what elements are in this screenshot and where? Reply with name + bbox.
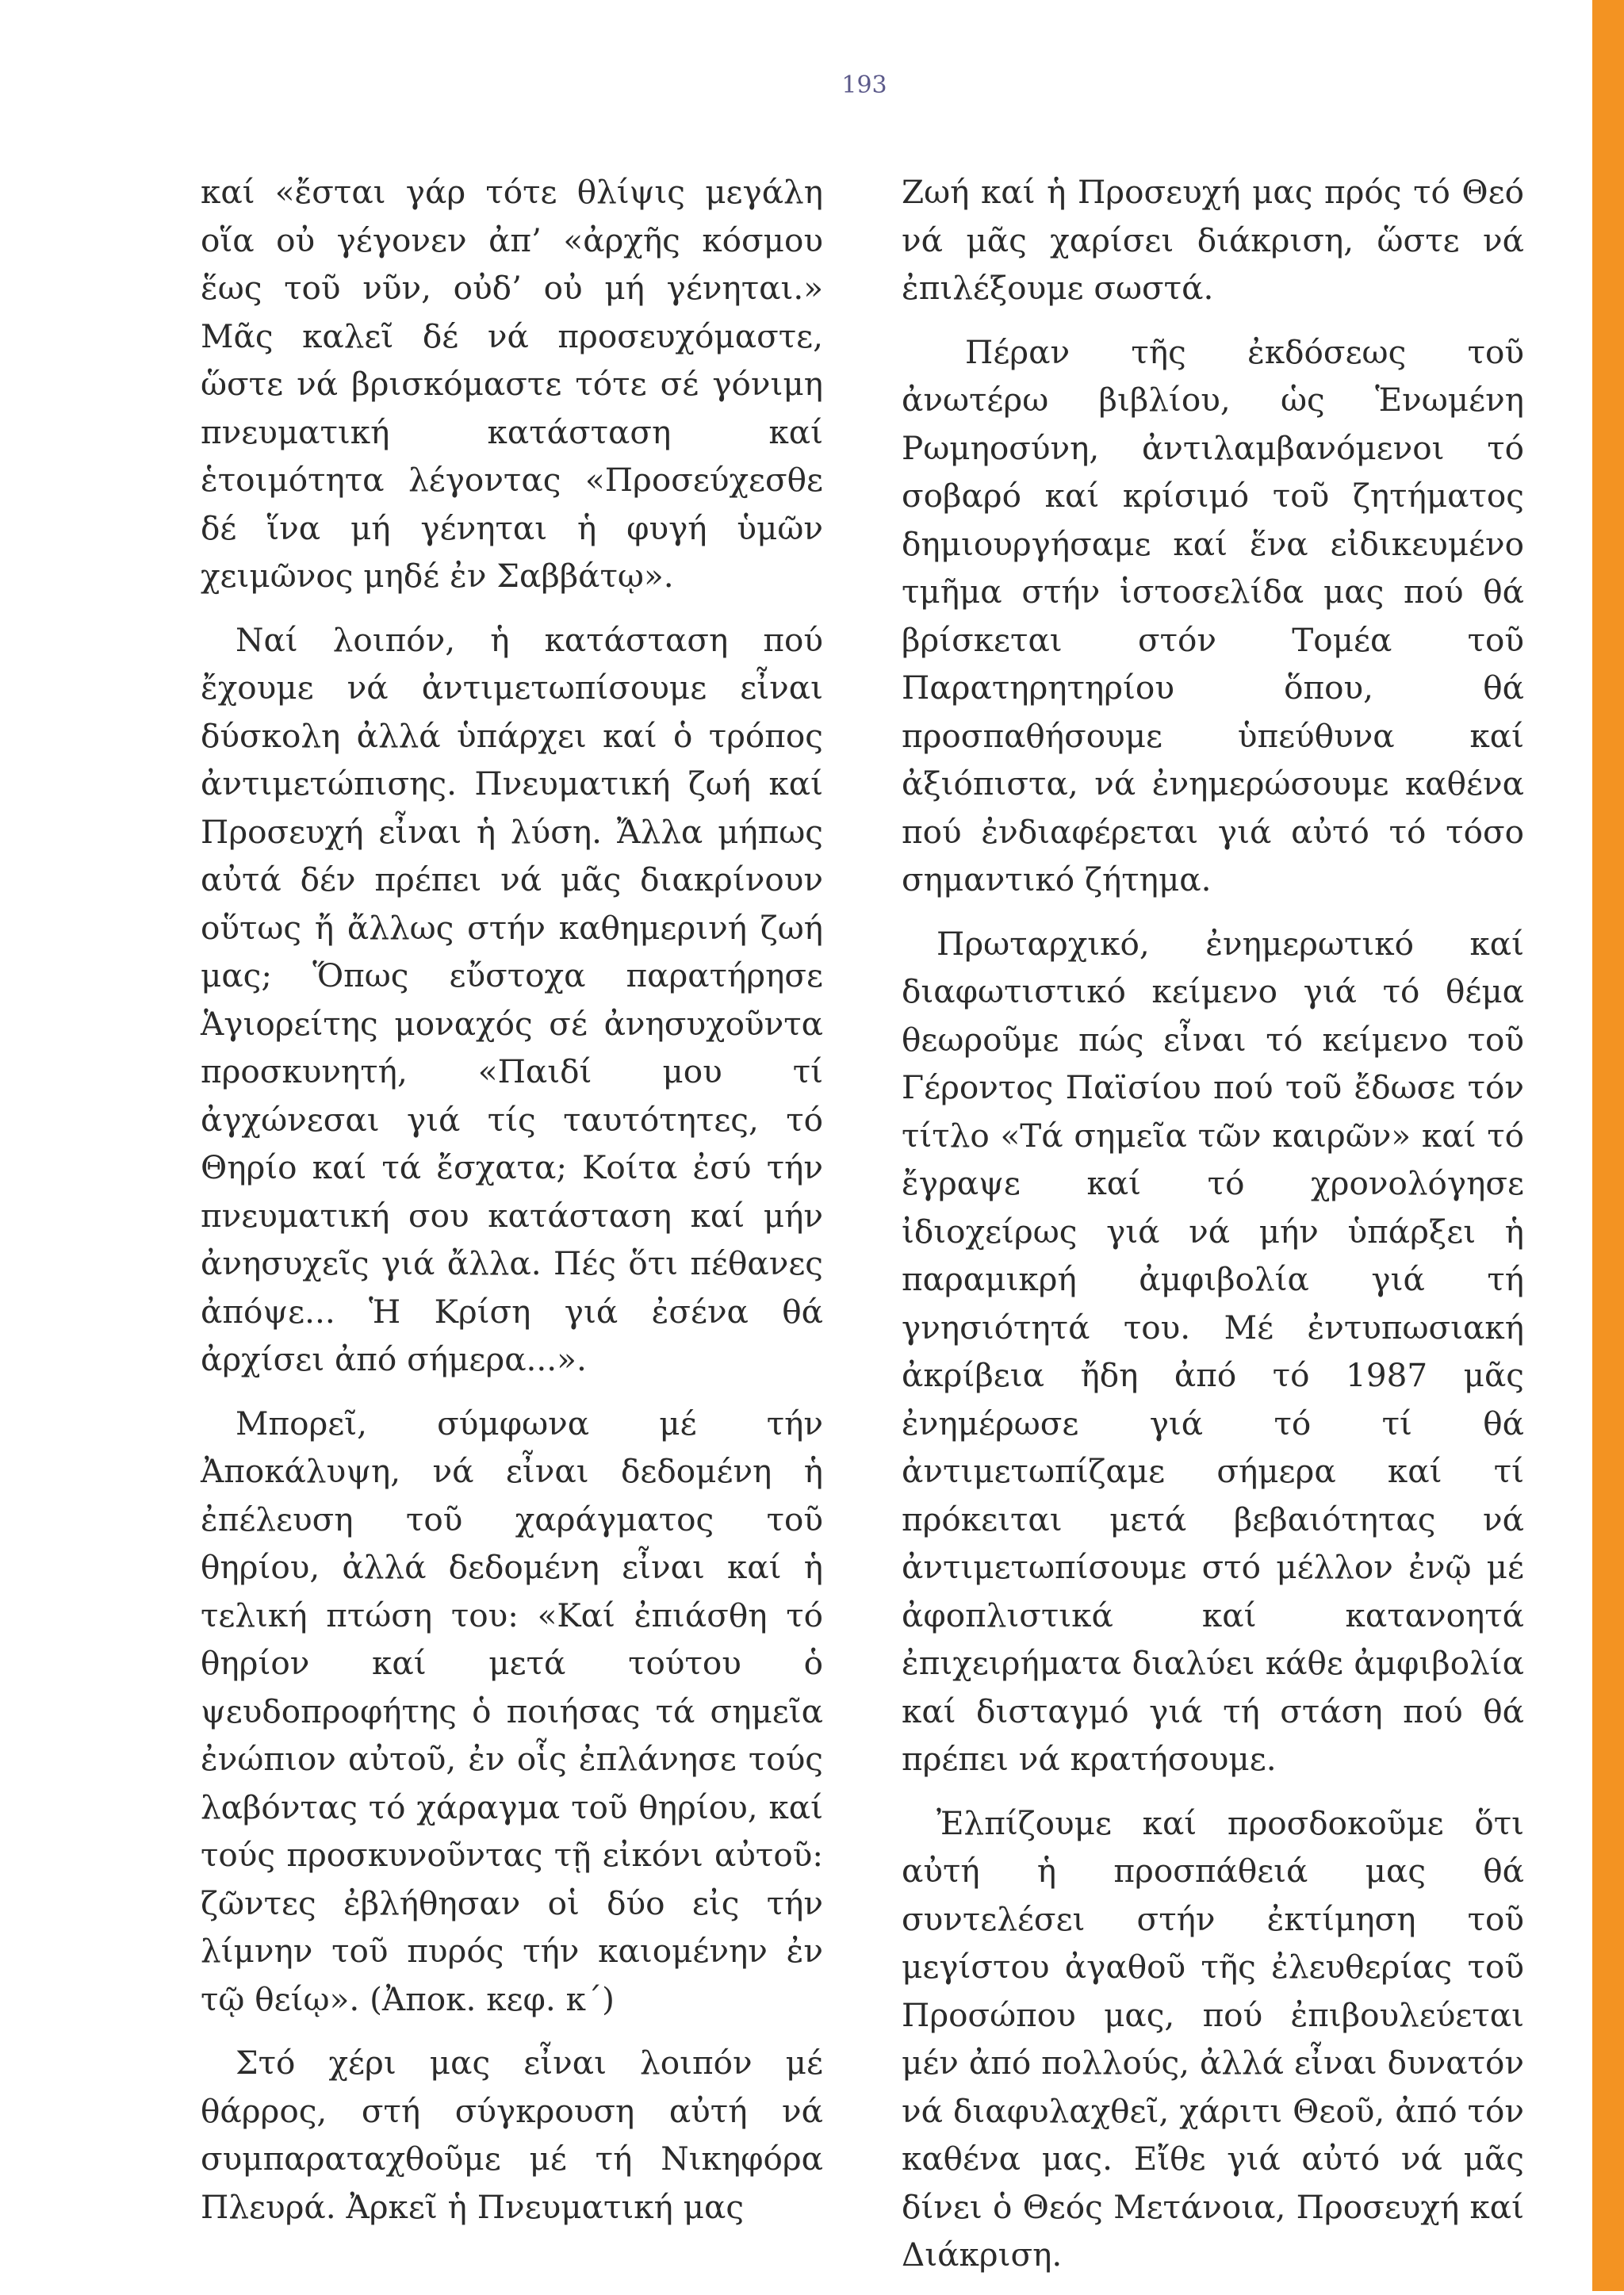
page-number: 193 (841, 71, 887, 99)
paragraph: Ζωή καί ἡ Προσευχή μας πρός τό Θεό νά μᾶς χαρίσει διάκριση, ὥστε νά ἐπιλέξουμε σωστά. (902, 173, 1524, 307)
paragraph: Ναί λοιπόν, ἡ κατάσταση πού ἔχουμε νά ἀντιμετωπίσουμε εἶναι δύσκολη ἀλλά ὑπάρχει καί ὁ τρόπος ἀντιμετώπισης. Πνευματική ζωή καί Προσευχή εἶναι ἡ λύση. Ἄλλα μήπως αὐτά δέν πρέπει νά μᾶς διακρίνουν οὕτως ἤ ἄλλως στήν καθημερινή ζωή μας; Ὅπως εὔστοχα παρατήρησε Ἁγιορείτης μοναχός σέ ἀνησυχοῦντα προσκυνητή, «Παιδί μου τί ἀγχώνεσαι γιά τίς ταυτότητες, τό Θηρίο καί τά ἔσχατα; Κοίτα ἐσύ τήν πνευματική σου κατάσταση καί μήν ἀνησυχεῖς γιά ἄλλα. Πές ὅτι πέθανες ἀπόψε... Ἡ Κρίση γιά ἐσένα θά ἀρχίσει ἀπό σήμερα...». (201, 620, 823, 1378)
paragraph: Μπορεῖ, σύμφωνα μέ τήν Ἀποκάλυψη, νά εἶναι δεδομένη ἡ ἐπέλευση τοῦ χαράγματος τοῦ θηρίου, ἀλλά δεδομένη εἶναι καί ἡ τελική πτώση του: «Καί ἐπιάσθη τό θηρίον καί μετά τούτου ὁ ψευδοπροφήτης ὁ ποιήσας τά σημεῖα ἐνώπιον αὐτοῦ, ἐν οἷς ἐπλάνησε τούς λαβόντας τό χάραγμα τοῦ θηρίου, καί τούς προσκυνοῦντας τῇ εἰκόνι αὐτοῦ: ζῶντες ἐβλήθησαν οἱ δύο εἰς τήν λίμνην τοῦ πυρός τήν καιομένην ἐν τῷ θείῳ». (Ἀποκ. κεφ. κ΄) (201, 1404, 823, 2018)
paragraph: καί «ἔσται γάρ τότε θλίψις μεγάλη οἵα οὐ γέγονεν ἀπ’ «ἀρχῆς κόσμου ἕως τοῦ νῦν, οὐδ’ οὐ μή γένηται.» Μᾶς καλεῖ δέ νά προσευχόμαστε, ὥστε νά βρισκόμαστε τότε σέ γόνιμη πνευματική κατάσταση καί ἑτοιμότητα λέγοντας «Προσεύχεσθε δέ ἵνα μή γένηται ἡ φυγή ὑμῶν χειμῶνος μηδέ ἐν Σαββάτῳ». (201, 173, 823, 595)
left-column (201, 168, 823, 2247)
paragraph: Πέραν τῆς ἐκδόσεως τοῦ ἀνωτέρω βιβλίου, ὡς Ἑνωμένη Ρωμηοσύνη, ἀντιλαμβανόμενοι τό σοβαρό καί κρίσιμό τοῦ ζητήματος δημιουργήσαμε καί ἕνα εἰδικευμένο τμῆμα στήν ἱστοσελίδα μας πού θά βρίσκεται στόν Τομέα τοῦ Παρατηρητηρίου ὅπου, θά προσπαθήσουμε ὑπεύθυνα καί ἀξιόπιστα, νά ἐνημερώσουμε καθένα πού ἐνδιαφέρεται γιά αὐτό τό τόσο σημαντικό ζήτημα. (902, 332, 1524, 898)
orange-edge-bar (1592, 0, 1624, 2291)
paragraph: Πρωταρχικό, ἐνημερωτικό καί διαφωτιστικό κείμενο γιά τό θέμα θεωροῦμε πώς εἶναι τό κείμενο τοῦ Γέροντος Παϊσίου πού τοῦ ἔδωσε τόν τίτλο «Τά σημεῖα τῶν καιρῶν» καί τό ἔγραψε καί τό χρονολόγησε ἰδιοχείρως γιά νά μήν ὑπάρξει ἡ παραμικρή ἀμφιβολία γιά τή γνησιότητά του. Μέ ἐντυπωσιακή ἀκρίβεια ἤδη ἀπό τό 1987 μᾶς ἐνημέρωσε γιά τό τί θά ἀντιμετωπίζαμε σήμερα καί τί πρόκειται μετά βεβαιότητας νά ἀντιμετωπίσουμε στό μέλλον ἐνῷ μέ ἀφοπλιστικά καί κατανοητά ἐπιχειρήματα διαλύει κάθε ἀμφιβολία καί δισταγμό γιά τή στάση πού θά πρέπει νά κρατήσουμε. (902, 924, 1524, 1778)
paragraph: Ἐλπίζουμε καί προσδοκοῦμε ὅτι αὐτή ἡ προσπάθειά μας θά συντελέσει στήν ἐκτίμηση τοῦ μεγίστου ἀγαθοῦ τῆς ἐλευθερίας τοῦ Προσώπου μας, πού ἐπιβουλεύεται μέν ἀπό πολλούς, ἀλλά εἶναι δυνατόν νά διαφυλαχθεῖ, χάριτι Θεοῦ, ἀπό τόν καθένα μας. Εἴθε γιά αὐτό νά μᾶς δίνει ὁ Θεός Μετάνοια, Προσευχή καί Διάκριση. (902, 1803, 1524, 2274)
paragraph: Στό χέρι μας εἶναι λοιπόν μέ θάρρος, στή σύγκρουση αὐτή νά συμπαραταχθοῦμε μέ τή Νικηφόρα Πλευρά. Ἀρκεῖ ἡ Πνευματική μας (201, 2044, 823, 2226)
right-column (902, 168, 1524, 2295)
